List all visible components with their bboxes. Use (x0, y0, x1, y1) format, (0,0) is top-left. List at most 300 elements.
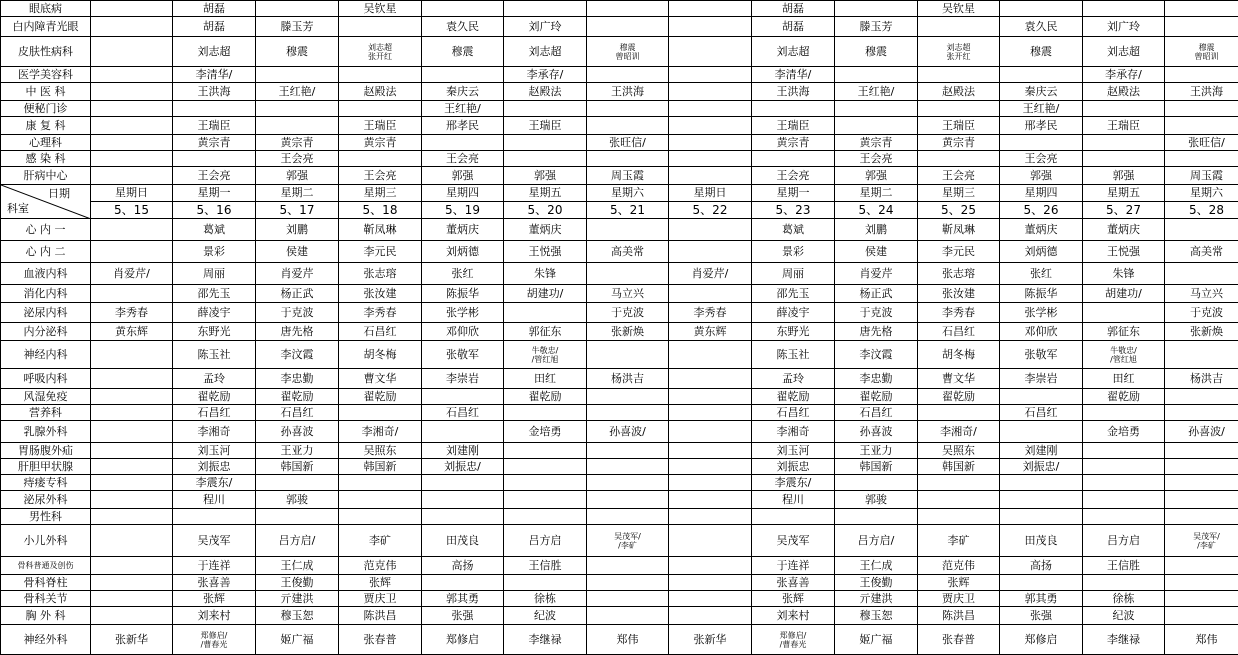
doctor-cell (91, 67, 173, 83)
doctor-cell (91, 341, 173, 369)
schedule-row (1, 405, 1238, 421)
doctor-cell: 王瑞臣 (752, 117, 835, 135)
doctor-cell: 徐栋 (504, 591, 587, 607)
doctor-cell: 陈玉社 (173, 341, 256, 369)
doctor-cell: 邢孝民 (1000, 117, 1083, 135)
doctor-cell: 翟乾励 (752, 389, 835, 405)
doctor-cell: 程川 (173, 491, 256, 509)
doctor-cell: 韩国新 (918, 459, 1000, 475)
doctor-cell: 穆震 (256, 37, 339, 67)
doctor-cell (587, 443, 669, 459)
doctor-cell: 刘广玲 (504, 17, 587, 37)
doctor-cell (669, 459, 752, 475)
doctor-cell (587, 389, 669, 405)
doctor-cell: 于连祥 (752, 557, 835, 575)
schedule-row (1, 101, 1238, 117)
doctor-cell: 翟乾励 (835, 389, 918, 405)
doctor-cell (587, 101, 669, 117)
doctor-cell: 田红 (504, 369, 587, 389)
corner-header (1, 185, 91, 219)
doctor-cell: 袁久民 (1000, 17, 1083, 37)
doctor-cell (1083, 1, 1165, 17)
doctor-cell: 翟乾励 (256, 389, 339, 405)
doctor-cell: 郭其勇 (1000, 591, 1083, 607)
doctor-cell: 金培勇 (1083, 421, 1165, 443)
schedule-row (1, 67, 1238, 83)
doctor-cell: 韩国新 (339, 459, 422, 475)
date-axis-label: 日期 (48, 188, 70, 200)
schedule-row (1, 135, 1238, 151)
doctor-cell: 刘来村 (752, 607, 835, 625)
department-name: 心 内 二 (1, 241, 91, 263)
doctor-cell: 董炳庆 (422, 219, 504, 241)
doctor-cell: 牛敬忠/ /管红旭 (504, 341, 587, 369)
doctor-cell: 于克波 (1165, 303, 1238, 323)
doctor-cell: 郑伟 (1165, 625, 1238, 655)
doctor-cell: 王俊勤 (835, 575, 918, 591)
doctor-cell: 黄宗青 (256, 135, 339, 151)
doctor-cell: 亓建洪 (256, 591, 339, 607)
doctor-cell (669, 443, 752, 459)
weekday-header: 星期二 (256, 185, 339, 202)
doctor-cell: 郭强 (504, 167, 587, 185)
doctor-cell (918, 475, 1000, 491)
doctor-cell: 吴照东 (339, 443, 422, 459)
doctor-cell: 刘炳德 (422, 241, 504, 263)
doctor-cell: 靳凤琳 (339, 219, 422, 241)
doctor-cell (669, 491, 752, 509)
doctor-cell (835, 101, 918, 117)
doctor-cell: 王红艳/ (422, 101, 504, 117)
doctor-cell (587, 1, 669, 17)
doctor-cell (587, 17, 669, 37)
doctor-cell: 李元民 (918, 241, 1000, 263)
doctor-cell: 王俊勤 (256, 575, 339, 591)
doctor-cell: 李忠勤 (835, 369, 918, 389)
doctor-cell: 李湘奇 (173, 421, 256, 443)
doctor-cell (669, 389, 752, 405)
doctor-cell: 王会亮 (256, 151, 339, 167)
weekday-header: 星期日 (669, 185, 752, 202)
doctor-cell: 韩国新 (835, 459, 918, 475)
doctor-cell: 郭骏 (256, 491, 339, 509)
doctor-cell: 葛斌 (173, 219, 256, 241)
doctor-cell: 李汶霞 (256, 341, 339, 369)
doctor-cell (339, 67, 422, 83)
department-name: 营养科 (1, 405, 91, 421)
doctor-cell: 陈振华 (1000, 285, 1083, 303)
doctor-cell (669, 341, 752, 369)
doctor-cell: 王仁成 (835, 557, 918, 575)
doctor-cell (669, 167, 752, 185)
department-name: 胸 外 科 (1, 607, 91, 625)
doctor-cell (669, 557, 752, 575)
department-name: 心理科 (1, 135, 91, 151)
schedule-row (1, 83, 1238, 101)
department-name: 感 染 科 (1, 151, 91, 167)
doctor-cell (504, 101, 587, 117)
doctor-cell (91, 167, 173, 185)
department-name: 内分泌科 (1, 323, 91, 341)
doctor-cell: 胡冬梅 (918, 341, 1000, 369)
doctor-cell (835, 117, 918, 135)
doctor-cell: 吴钦星 (918, 1, 1000, 17)
doctor-cell (422, 67, 504, 83)
doctor-cell (1083, 475, 1165, 491)
doctor-cell: 黄东辉 (91, 323, 173, 341)
doctor-cell: 刘志超 (173, 37, 256, 67)
doctor-cell (91, 151, 173, 167)
schedule-row (1, 17, 1238, 37)
weekday-header: 星期五 (1083, 185, 1165, 202)
doctor-cell: 张红 (1000, 263, 1083, 285)
doctor-cell: 王瑞臣 (504, 117, 587, 135)
doctor-cell: 吴钦星 (339, 1, 422, 17)
doctor-cell (1083, 135, 1165, 151)
doctor-cell (1165, 491, 1238, 509)
doctor-cell: 李矿 (339, 525, 422, 557)
doctor-cell: 石昌红 (339, 323, 422, 341)
department-name: 神经外科 (1, 625, 91, 655)
doctor-cell: 邵先玉 (173, 285, 256, 303)
doctor-cell: 秦庆云 (1000, 83, 1083, 101)
doctor-cell: 吴茂军 (752, 525, 835, 557)
doctor-cell (504, 491, 587, 509)
doctor-cell: 张新焕 (1165, 323, 1238, 341)
doctor-cell (587, 67, 669, 83)
doctor-cell: 李震东/ (752, 475, 835, 491)
doctor-cell: 陈洪昌 (918, 607, 1000, 625)
doctor-cell: 黄宗青 (339, 135, 422, 151)
doctor-cell: 郭征东 (504, 323, 587, 341)
schedule-row (1, 117, 1238, 135)
doctor-cell: 郭强 (1000, 167, 1083, 185)
doctor-cell (669, 591, 752, 607)
doctor-cell (669, 117, 752, 135)
weekday-header: 星期三 (339, 185, 422, 202)
doctor-cell (1165, 341, 1238, 369)
doctor-cell: 侯建 (835, 241, 918, 263)
doctor-cell (504, 475, 587, 491)
doctor-cell: 吴照东 (918, 443, 1000, 459)
doctor-cell (91, 509, 173, 525)
department-name: 呼吸内科 (1, 369, 91, 389)
doctor-cell: 刘振忠 (173, 459, 256, 475)
weekday-header: 星期六 (1165, 185, 1238, 202)
doctor-cell: 邢孝民 (422, 117, 504, 135)
weekday-header: 星期四 (422, 185, 504, 202)
doctor-cell: 张强 (1000, 607, 1083, 625)
doctor-cell: 张敬军 (1000, 341, 1083, 369)
doctor-cell: 郑修启 (1000, 625, 1083, 655)
doctor-cell (1000, 475, 1083, 491)
schedule-row (1, 323, 1238, 341)
department-name: 中 医 科 (1, 83, 91, 101)
doctor-cell (669, 405, 752, 421)
schedule-row (1, 341, 1238, 369)
doctor-cell (1165, 67, 1238, 83)
doctor-cell: 黄宗青 (918, 135, 1000, 151)
doctor-cell: 张新华 (91, 625, 173, 655)
doctor-cell: 郑修启/ /曹春光 (173, 625, 256, 655)
doctor-cell (1165, 101, 1238, 117)
doctor-cell (1165, 151, 1238, 167)
doctor-cell: 张志瑢 (918, 263, 1000, 285)
doctor-cell: 肖爱芹 (256, 263, 339, 285)
doctor-cell: 刘志超 (1083, 37, 1165, 67)
doctor-cell: 郑伟 (587, 625, 669, 655)
doctor-cell: 王瑞臣 (173, 117, 256, 135)
doctor-cell: 翟乾励 (504, 389, 587, 405)
doctor-cell (339, 509, 422, 525)
doctor-cell (339, 405, 422, 421)
doctor-cell (91, 575, 173, 591)
doctor-cell: 滕玉芳 (256, 17, 339, 37)
doctor-cell: 田红 (1083, 369, 1165, 389)
doctor-cell (587, 509, 669, 525)
doctor-cell (339, 151, 422, 167)
doctor-cell: 王亚力 (256, 443, 339, 459)
doctor-cell: 刘志超 (752, 37, 835, 67)
doctor-cell: 王洪海 (1165, 83, 1238, 101)
doctor-cell (1083, 405, 1165, 421)
doctor-cell (918, 17, 1000, 37)
weekday-header: 星期一 (752, 185, 835, 202)
doctor-cell: 张喜善 (752, 575, 835, 591)
doctor-cell: 李秀春 (91, 303, 173, 323)
weekday-header: 星期日 (91, 185, 173, 202)
doctor-cell: 王会亮 (422, 151, 504, 167)
doctor-cell (91, 135, 173, 151)
doctor-cell: 张强 (422, 607, 504, 625)
doctor-cell (256, 509, 339, 525)
schedule-row (1, 491, 1238, 509)
doctor-cell: 黄宗青 (752, 135, 835, 151)
doctor-cell (669, 607, 752, 625)
department-name: 痔瘘专科 (1, 475, 91, 491)
doctor-cell (504, 151, 587, 167)
doctor-cell: 曹文华 (918, 369, 1000, 389)
doctor-cell: 张新华 (669, 625, 752, 655)
doctor-cell: 刘振忠/ (1000, 459, 1083, 475)
doctor-cell: 肖爱芹/ (91, 263, 173, 285)
doctor-cell (91, 525, 173, 557)
doctor-cell (91, 369, 173, 389)
department-name: 乳腺外科 (1, 421, 91, 443)
doctor-cell: 唐先格 (835, 323, 918, 341)
doctor-cell (587, 405, 669, 421)
doctor-cell: 肖爱芹 (835, 263, 918, 285)
doctor-cell: 刘志超 (504, 37, 587, 67)
doctor-cell: 孙喜波 (835, 421, 918, 443)
doctor-cell (669, 1, 752, 17)
doctor-cell: 吕方启 (1083, 525, 1165, 557)
doctor-cell (1165, 405, 1238, 421)
doctor-cell (587, 475, 669, 491)
doctor-cell (835, 509, 918, 525)
doctor-cell (918, 67, 1000, 83)
doctor-cell: 刘振忠/ (422, 459, 504, 475)
doctor-cell (91, 421, 173, 443)
department-name: 皮肤性病科 (1, 37, 91, 67)
department-name: 泌尿外科 (1, 491, 91, 509)
doctor-cell: 赵殿法 (339, 83, 422, 101)
doctor-cell (256, 67, 339, 83)
doctor-cell: 王亚力 (835, 443, 918, 459)
doctor-cell: 东野光 (173, 323, 256, 341)
doctor-cell (1165, 117, 1238, 135)
doctor-cell: 吕方启/ (256, 525, 339, 557)
doctor-cell (504, 443, 587, 459)
doctor-cell (1083, 303, 1165, 323)
doctor-cell: 薛凌宇 (173, 303, 256, 323)
doctor-cell (173, 101, 256, 117)
doctor-cell: 穆震 曾昭训 (587, 37, 669, 67)
doctor-cell: 李湘奇/ (918, 421, 1000, 443)
doctor-cell: 刘志超 张开红 (339, 37, 422, 67)
doctor-cell: 邓仰欣 (422, 323, 504, 341)
doctor-cell (504, 405, 587, 421)
doctor-cell: 于克波 (835, 303, 918, 323)
doctor-cell (752, 101, 835, 117)
doctor-cell: 孙喜波/ (1165, 421, 1238, 443)
doctor-cell: 李秀春 (669, 303, 752, 323)
doctor-cell: 高扬 (422, 557, 504, 575)
doctor-cell: 金培勇 (504, 421, 587, 443)
doctor-cell (669, 151, 752, 167)
doctor-cell (918, 101, 1000, 117)
doctor-cell: 郭其勇 (422, 591, 504, 607)
doctor-cell: 张志瑢 (339, 263, 422, 285)
doctor-cell (1165, 1, 1238, 17)
doctor-cell (669, 369, 752, 389)
doctor-cell: 韩国新 (256, 459, 339, 475)
doctor-cell: 贾庆卫 (339, 591, 422, 607)
doctor-cell: 张汝建 (918, 285, 1000, 303)
doctor-cell: 周丽 (173, 263, 256, 285)
schedule-row (1, 151, 1238, 167)
doctor-cell: 李湘奇 (752, 421, 835, 443)
doctor-cell: 石昌红 (835, 405, 918, 421)
doctor-cell: 刘振忠 (752, 459, 835, 475)
doctor-cell (256, 475, 339, 491)
schedule-row (1, 1, 1238, 17)
doctor-cell: 张汝建 (339, 285, 422, 303)
doctor-cell (422, 389, 504, 405)
doctor-cell: 王会亮 (173, 167, 256, 185)
doctor-cell: 侯建 (256, 241, 339, 263)
doctor-cell: 王瑞臣 (918, 117, 1000, 135)
doctor-cell (669, 83, 752, 101)
doctor-cell (339, 491, 422, 509)
doctor-cell: 张新焕 (587, 323, 669, 341)
doctor-cell: 高美常 (587, 241, 669, 263)
doctor-cell (504, 1, 587, 17)
doctor-cell: 王红艳/ (256, 83, 339, 101)
doctor-cell: 陈洪昌 (339, 607, 422, 625)
doctor-cell: 张春普 (918, 625, 1000, 655)
doctor-cell (504, 509, 587, 525)
doctor-cell (91, 37, 173, 67)
doctor-cell: 邓仰欣 (1000, 323, 1083, 341)
schedule-row (1, 459, 1238, 475)
doctor-cell (1165, 389, 1238, 405)
department-name: 心 内 一 (1, 219, 91, 241)
doctor-cell: 张辉 (339, 575, 422, 591)
doctor-cell: 王信胜 (504, 557, 587, 575)
doctor-cell: 唐先格 (256, 323, 339, 341)
doctor-cell (918, 405, 1000, 421)
doctor-cell (91, 241, 173, 263)
doctor-cell: 周玉霞 (587, 167, 669, 185)
weekday-header: 星期一 (173, 185, 256, 202)
doctor-cell: 徐栋 (1083, 591, 1165, 607)
doctor-cell: 周玉霞 (1165, 167, 1238, 185)
doctor-cell (918, 491, 1000, 509)
doctor-cell: 邵先玉 (752, 285, 835, 303)
doctor-cell: 胡磊 (752, 17, 835, 37)
doctor-cell: 陈振华 (422, 285, 504, 303)
doctor-cell (669, 37, 752, 67)
date-header: 5、15 (91, 202, 173, 219)
doctor-cell: 马立兴 (1165, 285, 1238, 303)
doctor-cell (91, 1, 173, 17)
doctor-cell: 周丽 (752, 263, 835, 285)
schedule-row (1, 525, 1238, 557)
doctor-cell: 纪波 (504, 607, 587, 625)
doctor-cell: 牛敬忠/ /管红旭 (1083, 341, 1165, 369)
doctor-cell: 吕方启 (504, 525, 587, 557)
doctor-cell: 刘玉河 (173, 443, 256, 459)
doctor-cell (1165, 475, 1238, 491)
doctor-cell: 王瑞臣 (339, 117, 422, 135)
department-name: 风湿免疫 (1, 389, 91, 405)
doctor-cell: 贾庆卫 (918, 591, 1000, 607)
doctor-cell (1000, 509, 1083, 525)
doctor-cell (339, 101, 422, 117)
doctor-cell: 董炳庆 (1083, 219, 1165, 241)
doctor-cell (1165, 591, 1238, 607)
doctor-cell (504, 135, 587, 151)
weekday-header: 星期五 (504, 185, 587, 202)
doctor-cell: 于克波 (587, 303, 669, 323)
doctor-cell: 刘建刚 (422, 443, 504, 459)
doctor-cell: 赵殿法 (1083, 83, 1165, 101)
doctor-cell: 穆玉恕 (256, 607, 339, 625)
doctor-cell: 袁久民 (422, 17, 504, 37)
doctor-cell: 朱锋 (1083, 263, 1165, 285)
doctor-cell: 郑修启 (422, 625, 504, 655)
doctor-cell (1000, 491, 1083, 509)
doctor-cell: 李崇岩 (422, 369, 504, 389)
doctor-cell (91, 117, 173, 135)
doctor-cell: 刘鹏 (256, 219, 339, 241)
doctor-cell (587, 263, 669, 285)
doctor-cell: 王会亮 (752, 167, 835, 185)
department-name: 骨科脊柱 (1, 575, 91, 591)
doctor-cell: 秦庆云 (422, 83, 504, 101)
doctor-cell: 李元民 (339, 241, 422, 263)
doctor-cell: 郭强 (835, 167, 918, 185)
doctor-cell: 胡建功/ (504, 285, 587, 303)
doctor-cell: 张辉 (173, 591, 256, 607)
doctor-cell: 张旺信/ (1165, 135, 1238, 151)
doctor-cell (918, 151, 1000, 167)
doctor-cell (669, 285, 752, 303)
doctor-cell: 王信胜 (1083, 557, 1165, 575)
doctor-cell (587, 491, 669, 509)
doctor-cell: 王洪海 (752, 83, 835, 101)
